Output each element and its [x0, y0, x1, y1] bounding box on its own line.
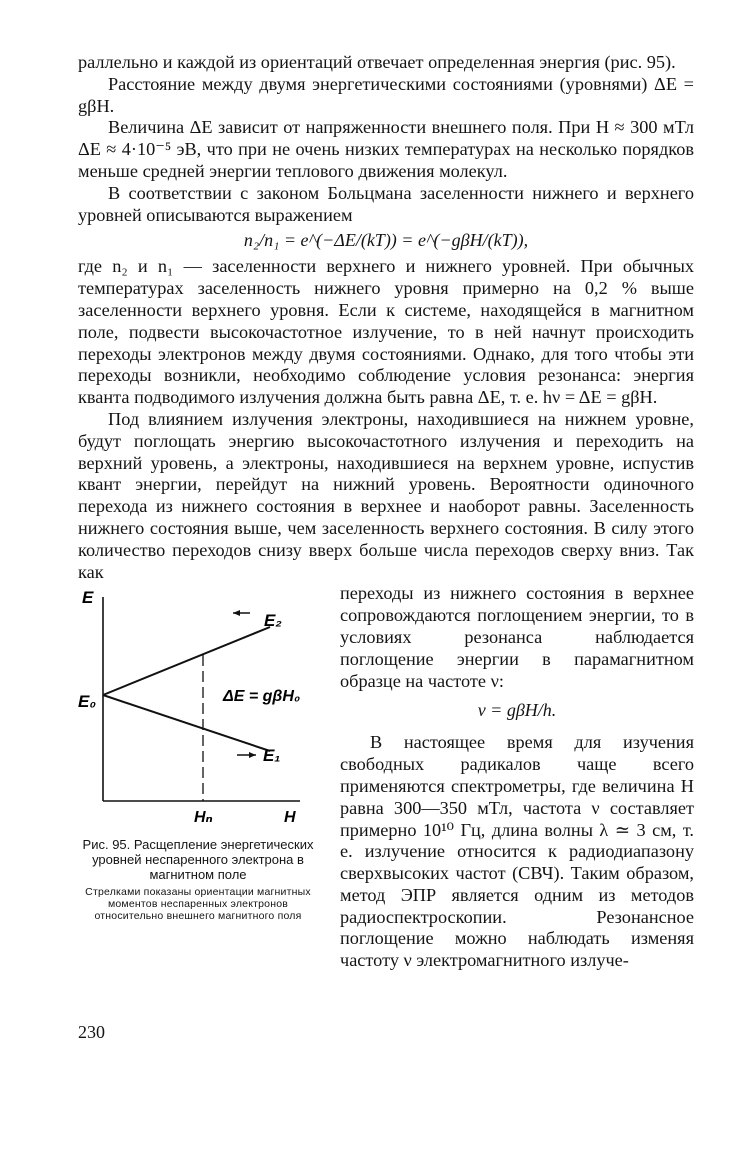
paragraph: В настоящее время для изучения свободных радикалов чаще всего применяются спектрометры, где величина H равна 300—350 мТл, частота ν составляет примерно 10¹⁰ Гц, длина волны λ ≃ 3 см, т. е. излучение относится к радиодиапазону сверхвысоких частот (СВЧ). Таким образом, метод ЭПР является одним из методов радиоспектроскопии. Резонансное поглощение можно наблюдать изменяя частоту ν электромагнитного излуче-: [340, 732, 694, 971]
arrow-right-icon: [237, 752, 256, 758]
paragraph: Расстояние между двумя энергетическими состояниями (уровнями) ΔE = gβH.: [78, 73, 694, 116]
label-E2: E₂: [264, 611, 282, 631]
label-delta-E: ΔE = gβH₀: [223, 688, 301, 706]
page-number: 230: [78, 1022, 105, 1042]
label-H: H: [284, 809, 296, 827]
paragraph: переходы из нижнего состояния в верхнее сопровождаются поглощением энергии, то в условиях резонанса наблюдается поглощение энергии в парамагнитном образце на частоте ν:: [340, 583, 694, 691]
figure-95: [78, 583, 318, 922]
frequency-formula: ν = gβH/h.: [477, 700, 557, 721]
figure-caption: [78, 837, 318, 922]
boltzmann-formula: n₂/n₁ = e^(−ΔE/(kT)) = e^(−gβH/(kT)),: [243, 230, 529, 251]
paragraph: В соответствии с законом Больцмана заселенности нижнего и верхнего уровней описываются выражением: [78, 182, 694, 225]
caption-title: Рис. 95. Расщепление энергетических уровней неспаренного электрона в магнитном поле: [82, 837, 314, 883]
label-E1: E₁: [263, 746, 281, 766]
label-Hn: Hₙ: [194, 809, 213, 827]
label-E: E: [82, 588, 94, 608]
right-column: [340, 583, 694, 972]
upper-level-line: [103, 627, 270, 695]
caption-note: Стрелками показаны ориентации магнитных моментов неспаренных электронов относительно внешнего магнитного поля: [85, 886, 311, 923]
label-E0: E₀: [78, 692, 97, 712]
paragraph: где n₂ и n₁ — заселенности верхнего и нижнего уровней. При обычных температурах заселенность нижнего уровня примерно на 0,2 % выше заселенности верхнего уровня. Если к системе, находящейся в магнитном поле, подвести высокочастотное излучение, то в ней начнут происходить переходы электронов между двумя состояниями. Однако, для того чтобы эти переходы возникли, необходимо соблюдение условия резонанса: энергия кванта подводимого излучения должна быть равна ΔE, т. е. hν = ΔE = gβH.: [78, 256, 694, 408]
page-body: [78, 52, 694, 972]
energy-level-diagram: [78, 583, 318, 828]
figure-and-text: [78, 583, 694, 972]
arrow-left-icon: [233, 610, 250, 616]
paragraph: Под влиянием излучения электроны, находившиеся на нижнем уровне, будут поглощать энергию высокочастотного излучения и переходить на верхний уровень, а электроны, находившиеся на верхнем уровне, испустив квант энергии, перейдут на нижний уровень. Вероятности одиночного перехода из нижнего состояния в верхнее и наоборот равны. Заселенность нижнего состояния выше, чем заселенность верхнего состояния. В силу этого количество переходов снизу вверх больше числа переходов сверху вниз. Так как: [78, 408, 694, 582]
paragraph: Величина ΔE зависит от напряженности внешнего поля. При H ≈ 300 мТл ΔE ≈ 4·10⁻⁵ эВ, что при не очень низких температурах на несколько порядков меньше средней энергии теплового движения молекул.: [78, 117, 694, 181]
paragraph: раллельно и каждой из ориентаций отвечает определенная энергия (рис. 95).: [78, 52, 676, 72]
